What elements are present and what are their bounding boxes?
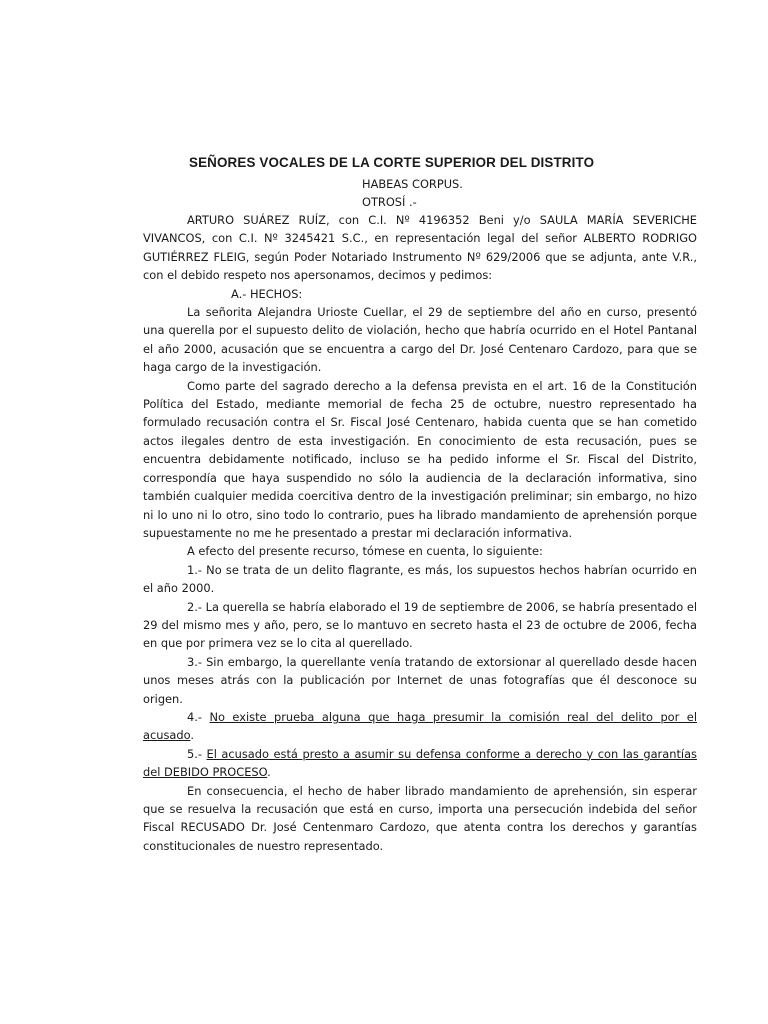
point-4-number: 4.- [187, 709, 210, 724]
point-5-underlined-text: El acusado está presto a asumir su defensa conforme a derecho y con las garantías del DEBIDO PROCESO [143, 746, 697, 780]
point-4-underlined-text: No existe prueba alguna que haga presumir la comisión real del delito por el acusado [143, 709, 697, 743]
point-4-period: . [190, 728, 195, 743]
paragraph-conclusion: En consecuencia, el hecho de haber librado mandamiento de aprehensión, sin esperar que se resuelva la recusación que está en curso, importa una persecución indebida del señor Fiscal RECUSADO Dr. José Centenmaro Cardozo, que atenta contra los derechos y garantías constitucionales de nuestro representado. [143, 783, 697, 853]
point-5-period: . [267, 765, 271, 780]
document-body [143, 211, 697, 855]
point-5-number: 5.- [187, 746, 207, 761]
paragraph-point-3: 3.- Sin embargo, la querellante venía tratando de extorsionar al querellado desde hacen unos meses atrás con la publicación por Internet de unas fotografías que él desconoce su origen. [143, 654, 697, 706]
paragraph-intro: ARTURO SUÁREZ RUÍZ, con C.I. Nº 4196352 Beni y/o SAULA MARÍA SEVERICHE VIVANCOS, con C.I. Nº 3245421 S.C., en representación legal del señor ALBERTO RODRIGO GUTIÉRREZ FLEIG, según Poder Notariado Instrumento Nº 629/2006 que se adjunta, ante V.R., con el debido respeto nos apersonamos, decimos y pedimos: [143, 213, 697, 283]
document-heading: SEÑORES VOCALES DE LA CORTE SUPERIOR DEL DISTRITO [189, 155, 595, 170]
paragraph-2: Como parte del sagrado derecho a la defensa prevista en el art. 16 de la Constitución Política del Estado, mediante memorial de fecha 25 de octubre, nuestro representado ha formulado recusación contra el Sr. Fiscal José Centenaro, habida cuenta que se han cometido actos ilegales dentro de esta investigación. En conocimiento de esta recusación, pues se encuentra debidamente notificado, incluso se ha pedido informe el Sr. Fiscal del Distrito, correspondía que haya suspendido no sólo la audiencia de la declaración informativa, sino también cualquier medida coercitiva dentro de la investigación preliminar; sin embargo, no hizo ni lo uno ni lo otro, sino todo lo contrario, pues ha librado mandamiento de aprehensión porque supuestamente no me he presentado a prestar mi declaración informativa. [143, 378, 697, 540]
document-otrosi: OTROSÍ .- [362, 195, 417, 209]
paragraph-point-4 [143, 708, 697, 745]
paragraph-point-5 [143, 745, 697, 782]
document-subject: HABEAS CORPUS. [362, 177, 463, 191]
section-heading-hechos: A.- HECHOS: [231, 286, 303, 301]
paragraph-point-2: 2.- La querella se habría elaborado el 19 de septiembre de 2006, se habría presentado el 29 del mismo mes y año, pero, se lo mantuvo en secreto hasta el 23 de octubre de 2006, fecha en que por primera vez se lo cita al querellado. [143, 599, 697, 651]
paragraph-point-1: 1.- No se trata de un delito flagrante, es más, los supuestos hechos habrían ocurrido en el año 2000. [143, 562, 697, 596]
paragraph-3: A efecto del presente recurso, tómese en cuenta, lo siguiente: [187, 544, 543, 559]
paragraph-1: La señorita Alejandra Urioste Cuellar, el 29 de septiembre del año en curso, presentó una querella por el supuesto delito de violación, hecho que habría ocurrido en el Hotel Pantanal el año 2000, acusación que se encuentra a cargo del Dr. José Centenaro Cardozo, para que se haga cargo de la investigación. [143, 305, 697, 375]
